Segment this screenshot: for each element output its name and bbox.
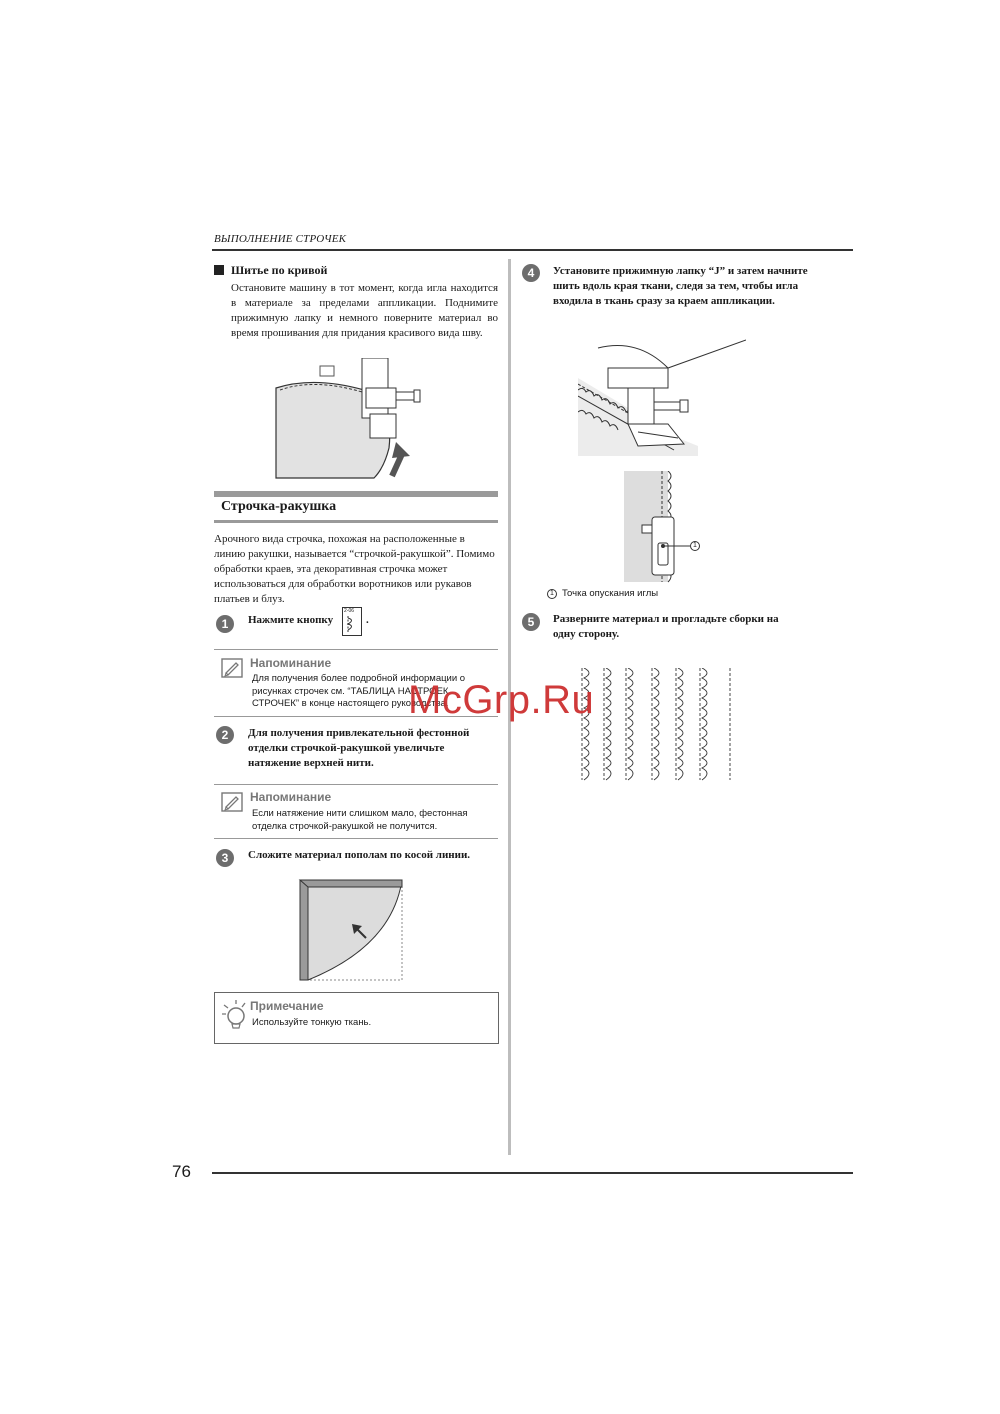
page-number: 76 xyxy=(172,1162,191,1181)
watermark: McGrp.Ru xyxy=(408,678,595,722)
curve-text: Остановите машину в тот момент, когда игла находится в материале за пределами аппликации. Поднимите прижимную лапку и немного поверните материал во время прошивания для придания красивого вида шву. xyxy=(231,282,498,339)
section-title: Строчка-ракушка xyxy=(221,499,337,514)
step-4-number: 4 xyxy=(522,264,540,282)
heading-bar-top xyxy=(214,491,498,497)
memo1-text: Для получения более подробной информации о рисунках строчек см. “ТАБЛИЦА НАСТРОЕК СТРОЧЕК” в конце настоящего руководства. xyxy=(252,673,466,709)
step-3-number: 3 xyxy=(216,849,234,867)
step-1-suffix: . xyxy=(366,614,369,626)
square-bullet-icon xyxy=(214,265,224,275)
memo1-top-rule xyxy=(214,649,498,650)
memo2-bottom-rule xyxy=(214,838,498,839)
pressed-tucks-illustration xyxy=(580,668,732,781)
stitch-button-label: 2-06 xyxy=(344,608,355,614)
footer-rule xyxy=(212,1172,853,1174)
memo-pencil-icon xyxy=(221,792,243,812)
curve-sewing-illustration xyxy=(274,358,444,480)
step-3-text: Сложите материал пополам по косой линии. xyxy=(248,849,471,861)
memo2-top-rule xyxy=(214,784,498,785)
stitch-button-icon xyxy=(342,607,362,636)
bias-fold-illustration xyxy=(296,876,408,982)
step-2-number: 2 xyxy=(216,726,234,744)
header-title: ВЫПОЛНЕНИЕ СТРОЧЕК xyxy=(214,233,347,245)
callout-text: Точка опускания иглы xyxy=(562,588,659,599)
memo2-text: Если натяжение нити слишком мало, фестонная отделка строчкой-ракушкой не получится. xyxy=(252,808,468,832)
step-4-text: Установите прижимную лапку “J” и затем начните шить вдоль края ткани, следя за тем, чтобы игла входила в ткань сразу за краем аппликации. xyxy=(553,265,808,307)
step-1-text: Нажмите кнопку xyxy=(248,614,334,626)
step-1-number: 1 xyxy=(216,615,234,633)
section-heading xyxy=(214,491,498,524)
step-2-text: Для получения привлекательной фестонной отделки строчкой-ракушкой увеличьте натяжение верхней нити. xyxy=(248,727,470,769)
callout-marker-figure: 1 xyxy=(690,541,700,551)
memo2-title: Напоминание xyxy=(250,790,332,804)
step-5-text: Разверните материал и прогладьте сборки на одну сторону. xyxy=(553,613,779,640)
lightbulb-icon xyxy=(221,999,247,1029)
shell-stitch-glyph xyxy=(346,616,358,633)
memo1-title: Напоминание xyxy=(250,656,332,670)
step-5-number: 5 xyxy=(522,613,540,631)
header-rule xyxy=(212,249,853,251)
tip-title: Примечание xyxy=(250,999,324,1013)
section-intro: Арочного вида строчка, похожая на расположенные в линию ракушки, называется “строчкой-ракушкой”. Помимо обработки краев, эта декоративная строчка может использоваться для обработки воротников или рукавов платьев и блуз. xyxy=(214,533,495,605)
heading-bar-bottom xyxy=(214,520,498,523)
tip-text: Используйте тонкую ткань. xyxy=(252,1017,372,1028)
presser-foot-j-illustration xyxy=(578,338,746,456)
curve-title: Шитье по кривой xyxy=(231,263,328,277)
needle-drop-illustration xyxy=(624,471,714,583)
memo-pencil-icon xyxy=(221,658,243,678)
callout-marker-caption: 1 xyxy=(547,589,557,599)
